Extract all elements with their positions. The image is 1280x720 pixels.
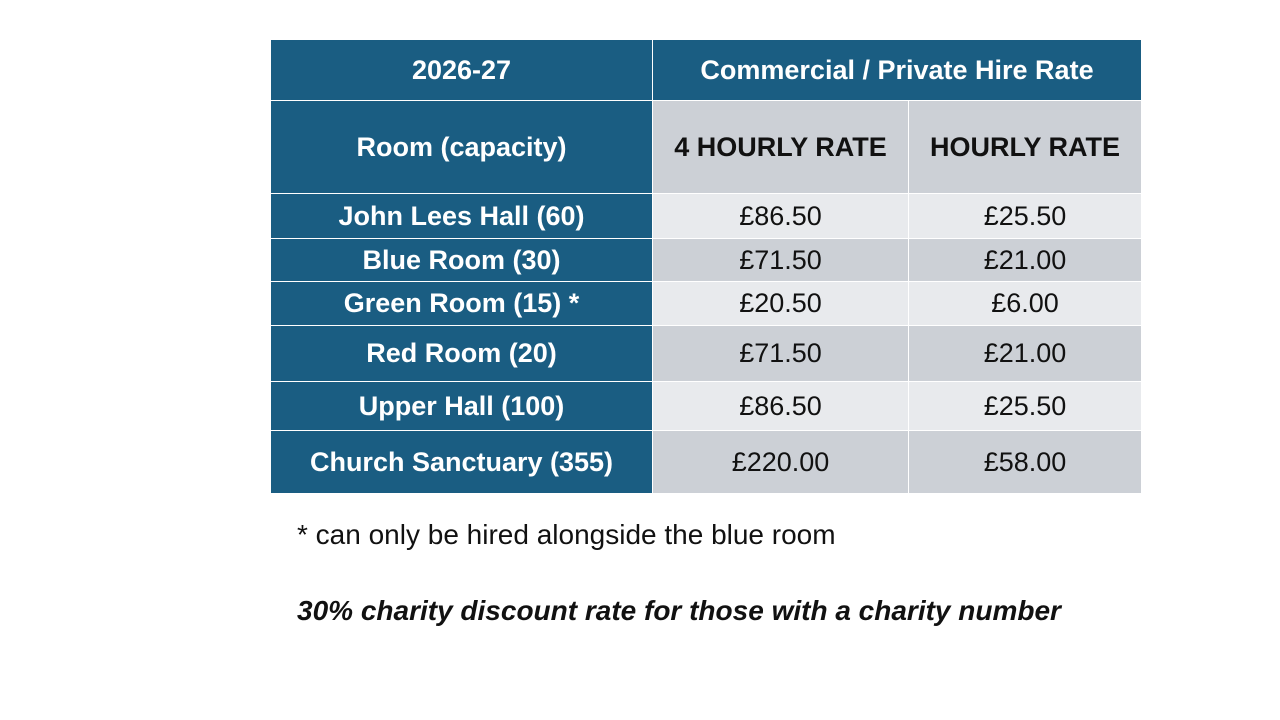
four-hourly-rate-header: 4 HOURLY RATE	[653, 101, 909, 194]
table-row	[271, 382, 1142, 431]
table-row	[271, 431, 1142, 494]
hire-rates-table	[270, 39, 1142, 494]
room-name: John Lees Hall (60)	[271, 194, 653, 239]
table-subheader-row	[271, 101, 1142, 194]
hourly-rate: £6.00	[909, 282, 1142, 326]
table-header-row	[271, 40, 1142, 101]
charity-discount-note: 30% charity discount rate for those with a charity number	[297, 595, 1061, 626]
four-hourly-rate: £71.50	[653, 239, 909, 282]
table-row	[271, 326, 1142, 382]
room-name: Upper Hall (100)	[271, 382, 653, 431]
hourly-rate: £21.00	[909, 239, 1142, 282]
table-row	[271, 239, 1142, 282]
hourly-rate: £58.00	[909, 431, 1142, 494]
room-name: Red Room (20)	[271, 326, 653, 382]
hourly-rate: £25.50	[909, 194, 1142, 239]
hourly-rate: £25.50	[909, 382, 1142, 431]
four-hourly-rate: £220.00	[653, 431, 909, 494]
four-hourly-rate: £86.50	[653, 194, 909, 239]
room-name: Church Sanctuary (355)	[271, 431, 653, 494]
four-hourly-rate: £86.50	[653, 382, 909, 431]
four-hourly-rate: £71.50	[653, 326, 909, 382]
table-row	[271, 194, 1142, 239]
table-row	[271, 282, 1142, 326]
rate-group-header: Commercial / Private Hire Rate	[653, 40, 1142, 101]
room-column-header: Room (capacity)	[271, 101, 653, 194]
green-room-footnote: * can only be hired alongside the blue room	[297, 519, 836, 550]
four-hourly-rate: £20.50	[653, 282, 909, 326]
year-header: 2026-27	[271, 40, 653, 101]
room-name: Green Room (15) *	[271, 282, 653, 326]
hourly-rate-header: HOURLY RATE	[909, 101, 1142, 194]
hourly-rate: £21.00	[909, 326, 1142, 382]
room-name: Blue Room (30)	[271, 239, 653, 282]
